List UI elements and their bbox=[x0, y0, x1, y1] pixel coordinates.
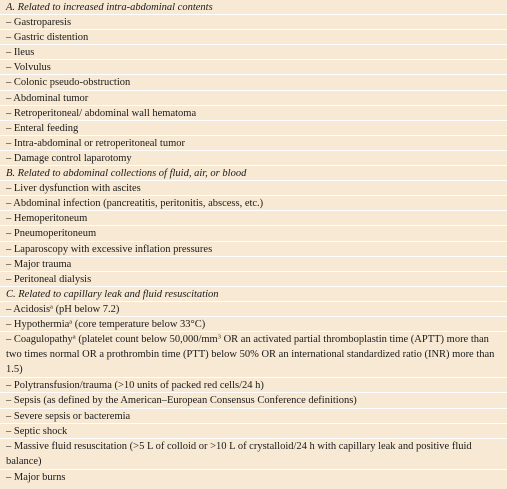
list-item: – Massive fluid resuscitation (>5 L of colloid or >10 L of crystalloid/24 h with capillary leak and positive fluid balance) bbox=[0, 439, 507, 470]
list-item: – Peritoneal dialysis bbox=[0, 272, 507, 287]
list-item: – Major burns bbox=[6, 471, 66, 483]
list-item bbox=[0, 302, 507, 317]
list-item: – Sepsis (as defined by the American–European Consensus Conference definitions) bbox=[0, 393, 507, 408]
list-item: – Pneumoperitoneum bbox=[0, 226, 507, 241]
list-item: – Damage control laparotomy bbox=[0, 151, 507, 166]
item-text: (core temperature below 33°C) bbox=[72, 318, 206, 330]
list-item bbox=[0, 332, 507, 378]
footnote-marker: a bbox=[69, 318, 73, 326]
list-item bbox=[0, 317, 507, 332]
list-item: – Abdominal tumor bbox=[0, 91, 507, 106]
item-text: (pH below 7.2) bbox=[52, 303, 120, 315]
list-item: – Intra-abdominal or retroperitoneal tumor bbox=[0, 136, 507, 151]
item-text: (platelet count below 50,000/mm bbox=[75, 334, 218, 346]
item-text: – Acidosis bbox=[6, 303, 51, 315]
section-heading-c: C. Related to capillary leak and fluid resuscitation bbox=[0, 287, 507, 302]
footnote-marker: a bbox=[50, 303, 53, 311]
list-item: – Abdominal infection (pancreatitis, peritonitis, abscess, etc.) bbox=[0, 196, 507, 211]
list-item: – Septic shock bbox=[0, 424, 507, 439]
list-item: – Liver dysfunction with ascites bbox=[0, 181, 507, 196]
list-item: – Enteral feeding bbox=[0, 121, 507, 136]
footnote-marker: a bbox=[72, 333, 76, 341]
list-item: – Colonic pseudo-obstruction bbox=[0, 75, 507, 90]
item-text: – Coagulopathy bbox=[6, 334, 73, 346]
list-item: – Gastroparesis bbox=[0, 15, 507, 30]
item-text: OR an activated partial thromboplastin time (APTT) more than two times normal OR a prothrombin time (PTT) below 50% OR an international standardized ratio (INR) more than 1.5) bbox=[6, 334, 495, 376]
item-text: – Hypothermia bbox=[6, 318, 70, 330]
section-heading-b: B. Related to abdominal collections of fluid, air, or blood bbox=[0, 166, 507, 181]
list-item: – Ileus bbox=[0, 45, 507, 60]
list-item: – Gastric distention bbox=[0, 30, 507, 45]
list-item: – Polytransfusion/trauma (>10 units of packed red cells/24 h) bbox=[0, 378, 507, 393]
list-item: – Volvulus bbox=[0, 60, 507, 75]
list-item: – Laparoscopy with excessive inflation pressures bbox=[0, 242, 507, 257]
list-item: – Hemoperitoneum bbox=[0, 211, 507, 226]
list-item: – Major trauma bbox=[0, 257, 507, 272]
superscript-exponent: 3 bbox=[217, 333, 221, 341]
section-heading-a: A. Related to increased intra-abdominal contents bbox=[0, 0, 507, 15]
list-item: – Severe sepsis or bacteremia bbox=[0, 409, 507, 424]
list-item: – Retroperitoneal/ abdominal wall hematoma bbox=[0, 106, 507, 121]
